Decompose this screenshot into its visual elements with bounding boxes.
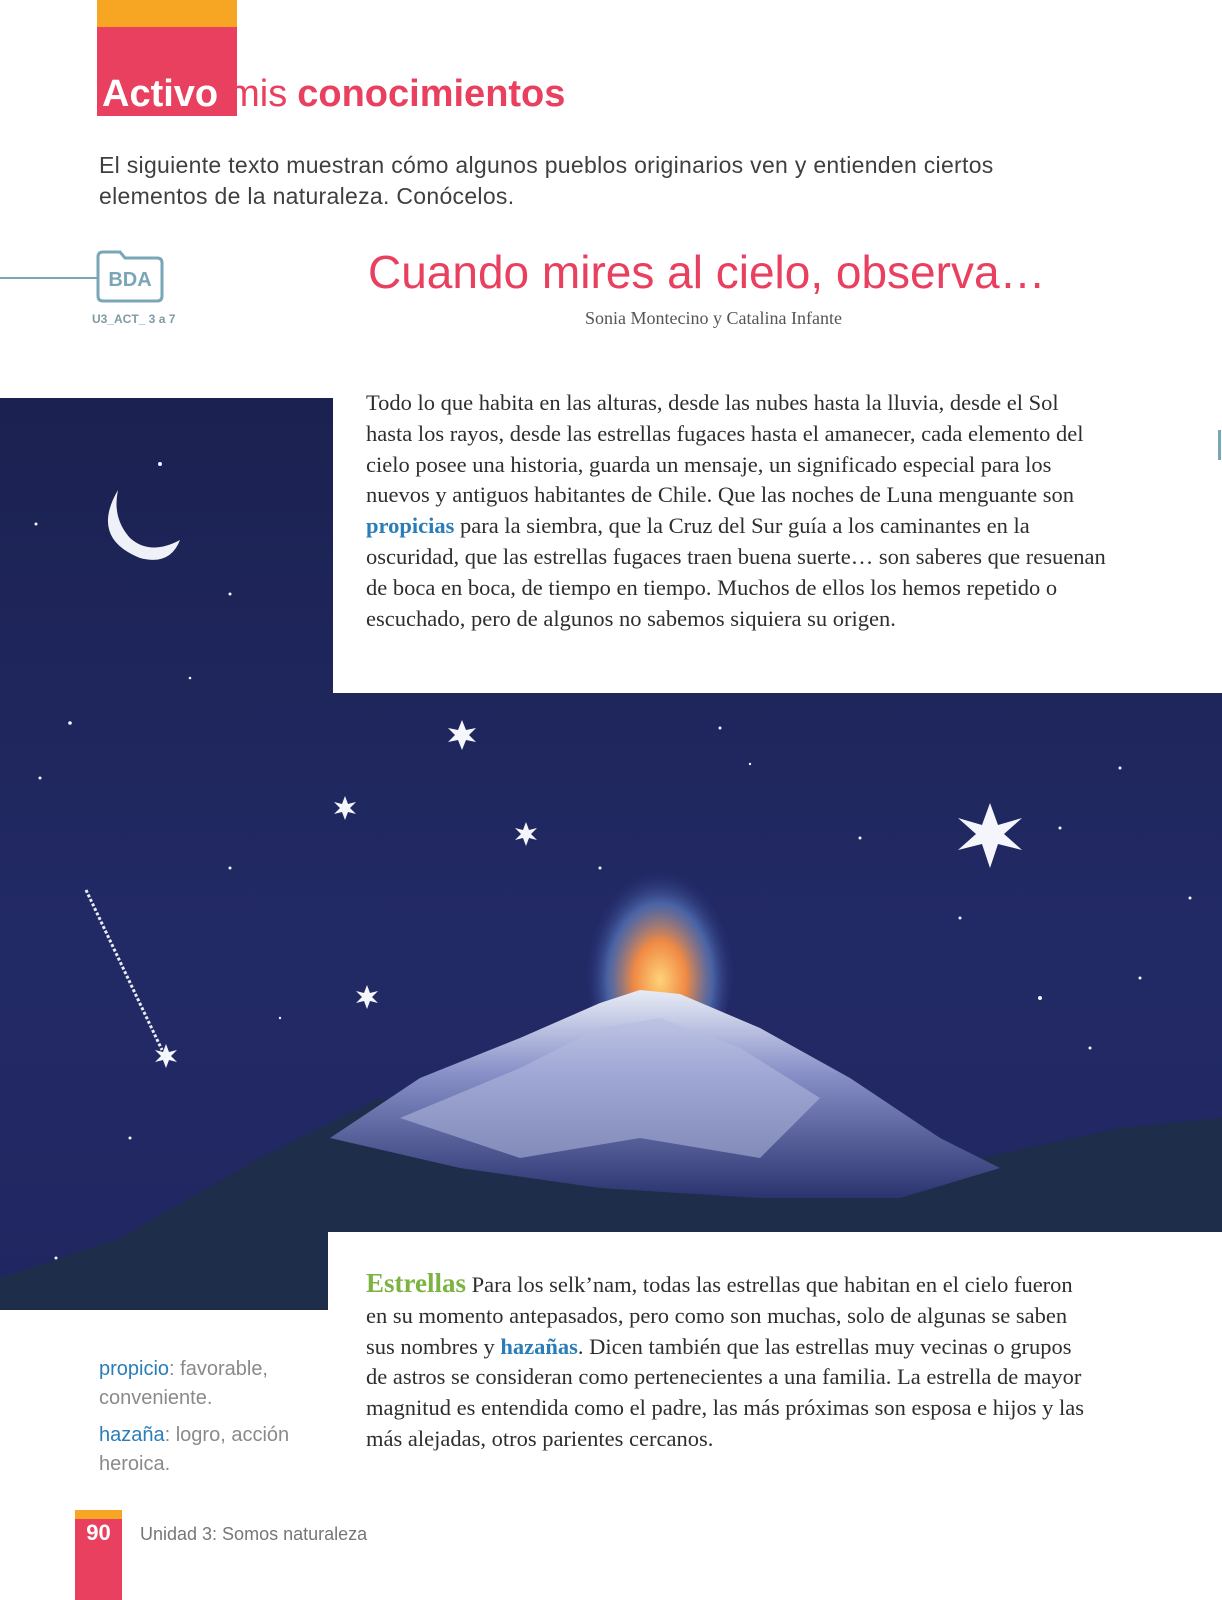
glossary (99, 1355, 329, 1487)
story-paragraph-2: Estrellas Para los selk’nam, todas las estrellas que habitan en el cielo fueron en su momento antepasados, pero como son muchas, solo de algunas se saben sus nombres y hazañas. Dicen también que las estrellas muy vecinas o grupos de astros se consideran como pertenecientes a una familia. La estrella de mayor magnitud es entendida como el padre, las más próximas son esposa e hijos y las más alejadas, otros parientes cercanos. (366, 1268, 1084, 1451)
story-authors: Sonia Montecino y Catalina Infante (585, 308, 842, 328)
story-paragraph-1: Todo lo que habita en las alturas, desde las nubes hasta la lluvia, desde el Sol hasta los rayos, desde las estrellas fugaces hasta el amanecer, cada elemento del cielo posee una historia, guarda un mensaje, un significado especial para los nuevos y antiguos habitantes de Chile. Que las noches de Luna menguante son propicias para la siembra, que la Cruz del Sur guía a los caminantes en la oscuridad, que las estrellas fugaces traen buena suerte… son saberes que resuenan de boca en boca, de tiempo en tiempo. Muchos de ellos los hemos repetido o escuchado, pero de algunos no sabemos siquiera su origen. (366, 390, 1106, 631)
glossary-definition: : favorable, conveniente. (99, 1358, 268, 1409)
section-title-conocimientos: conocimientos (297, 73, 566, 115)
intro-text: El siguiente texto muestran cómo algunos pueblos originarios ven y entienden ciertos elementos de la naturaleza. Conócelos. (99, 152, 994, 209)
glossary-definition: : logro, acción heroica. (99, 1424, 290, 1475)
section-title (102, 68, 565, 120)
section-title-mis: mis (228, 73, 288, 115)
glossary-link-propicias[interactable]: propicias (366, 513, 455, 539)
glossary-link-hazanas[interactable]: hazañas (500, 1333, 578, 1359)
folder-icon[interactable] (94, 249, 166, 305)
bda-code: U3_ACT_ 3 a 7 (92, 312, 176, 326)
glossary-item (99, 1421, 329, 1479)
glossary-term: hazaña (99, 1424, 165, 1446)
section-title-activo: Activo (102, 73, 219, 115)
subheading-estrellas: Estrellas (366, 1268, 466, 1298)
edge-marker (1218, 430, 1221, 460)
bda-connector-line (0, 277, 100, 279)
story-title: Cuando mires al cielo, observa… (368, 246, 1046, 298)
footer-accent-bar (75, 1510, 122, 1519)
bda-label: BDA (108, 269, 152, 291)
unit-label: Unidad 3: Somos naturaleza (140, 1524, 368, 1544)
page-number: 90 (86, 1520, 111, 1545)
glossary-term: propicio (99, 1358, 170, 1380)
header-accent-bar (97, 0, 237, 27)
glossary-item (99, 1355, 329, 1413)
